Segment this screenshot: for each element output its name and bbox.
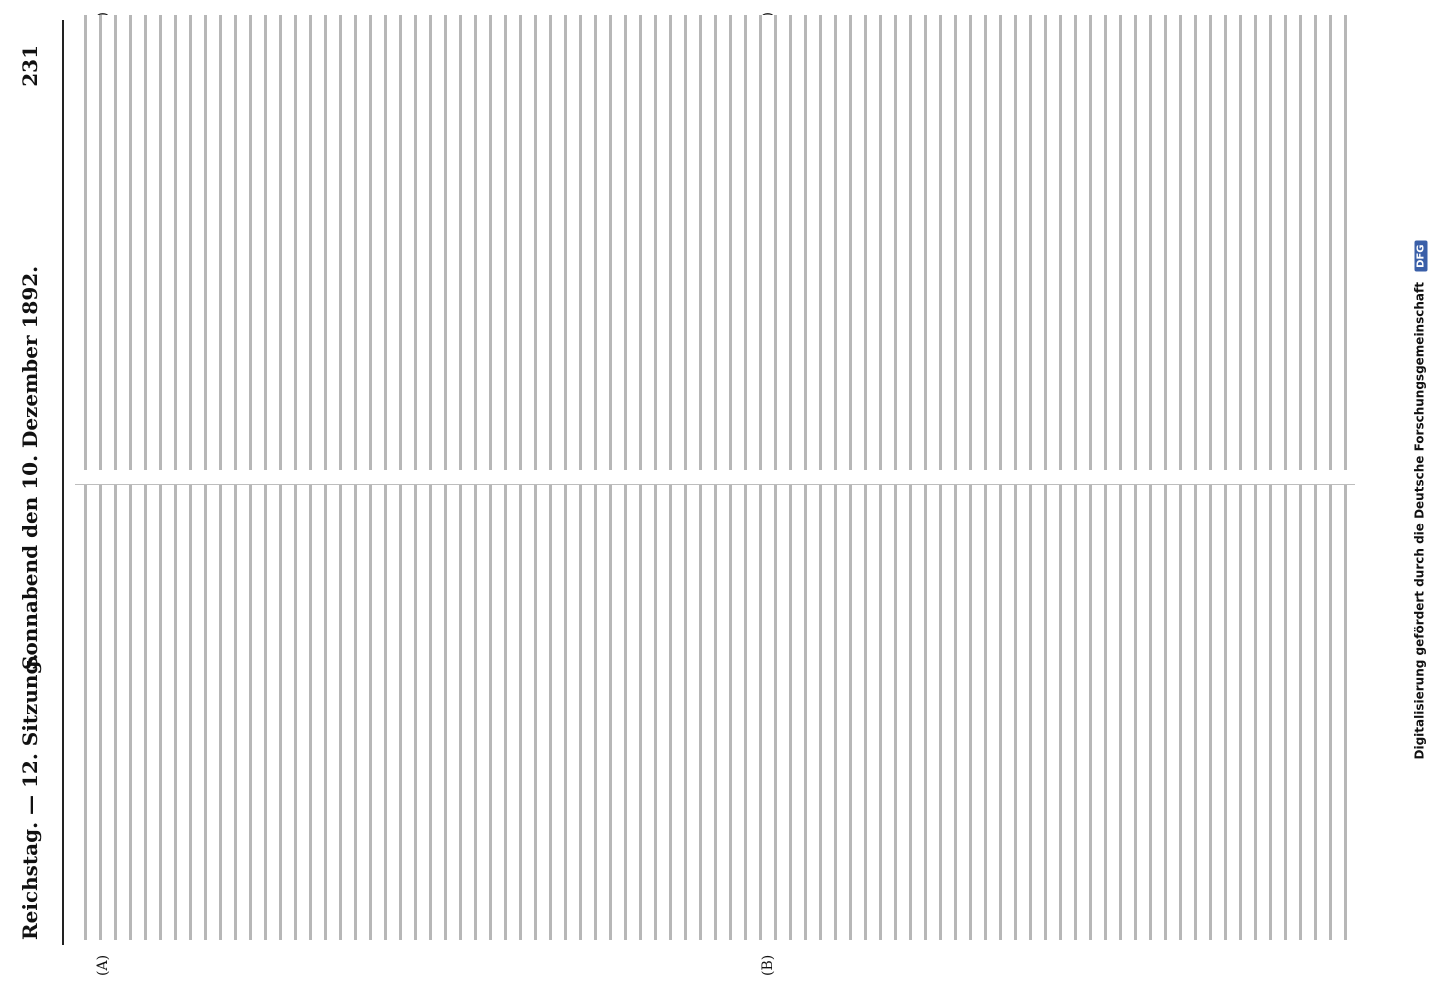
text-column-right [75, 15, 1355, 470]
header-left: Reichstag. — 12. Sitzung. [18, 653, 42, 940]
digitization-note [1413, 241, 1428, 760]
dfg-badge: DFG [1415, 241, 1428, 272]
margin-label-a: (A) [95, 954, 111, 976]
digitization-note-text: Digitalisierung gefördert durch die Deutsche Forschungsgemeinschaft [1412, 282, 1427, 760]
page-number: 231 [18, 45, 42, 87]
margin-label-b: (B) [760, 954, 776, 976]
header-middle: Sonnabend den 10. Dezember 1892. [18, 265, 42, 670]
text-column-left [75, 485, 1355, 940]
header-rule [62, 20, 64, 945]
page-header [0, 0, 70, 1000]
column-separator [75, 484, 1355, 485]
